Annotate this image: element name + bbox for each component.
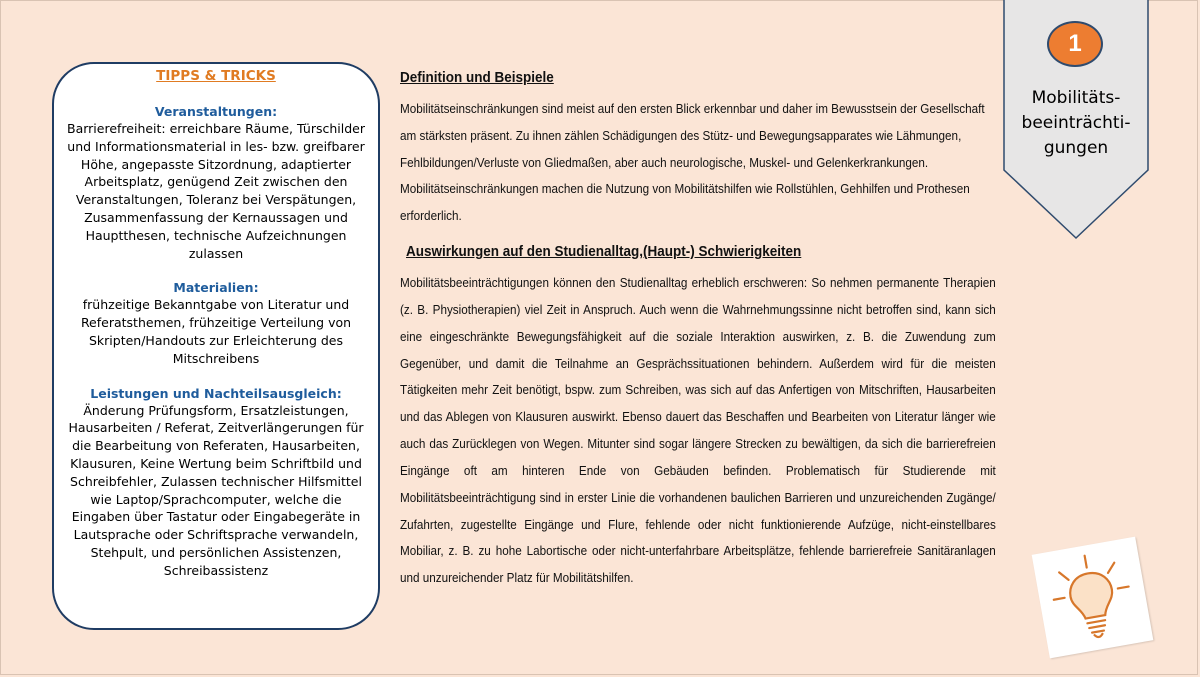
topic-label xyxy=(1003,86,1149,161)
topic-label-line-1: Mobilitäts- xyxy=(1031,88,1121,108)
topic-number-badge: 1 xyxy=(1047,21,1103,67)
tips-heading-compensation: Leistungen und Nachteilsausgleich: xyxy=(90,385,342,401)
topic-banner xyxy=(1003,0,1149,240)
lightbulb-icon xyxy=(1032,537,1154,659)
tips-box xyxy=(52,62,380,630)
impact-heading: Auswirkungen auf den Studienalltag,(Haupt-) Schwierigkeiten xyxy=(406,242,802,260)
tips-text-events: Barrierefreiheit: erreichbare Räume, Türschilder und Informationsmaterial in les- bzw. greifbarer Höhe, angepasste Sitzordnung, adaptierter Arbeitsplatz, genügend Zeit zwischen den Veranstaltungen, Toleranz bei Verspätungen, Zusammenfassung der Kernaussagen und Hauptthesen, technische Aufzeichnungen zulassen xyxy=(67,121,365,261)
impact-text: Mobilitätsbeeinträchtigungen können den Studienalltag erheblich erschweren: So nehmen permanente Therapien (z. B. Physiotherapien) viel Zeit in Anspruch. Auch wenn die Wahrnehmungssinne nicht betroffen sind, kann sich eine eingeschränkte Bewegungsfähigkeit auf die soziale Interaktion auswirken, z. B. die Zuwendung zum Gegenüber, und damit die Teilnahme an Gesprächssituationen behindern. Außerdem wird für die meisten Tätigkeiten mehr Zeit benötigt, bspw. zum Schreiben, was sich auf das Anfertigen von Mitschriften, Hausarbeiten und das Ablegen von Klausuren auswirkt. Ebenso dauert das Beschaffen und Bearbeiten von Literatur länger wie auch das Zurücklegen von Wegen. Mitunter sind sogar längere Strecken zu bewältigen, da sich die barrierefreien Eingänge oft am hinteren Ende von Gebäuden befinden. Problematisch für Studierende mit Mobilitätsbeeinträchtigung sind in erster Linie die vorhandenen baulichen Barrieren und unzureichenden Zugänge/ Zufahrten, zugestellte Eingänge und Flure, fehlende oder nicht funktionierende Aufzüge, nicht-einstellbares Mobiliar, z. B. zu hohe Labortische oder nicht-unterfahrbare Arbeitsplätze, fehlende barrierefreie Sanitäranlagen und unzureichender Platz für Mobilitätshilfen. xyxy=(400,274,996,586)
topic-label-line-3: gungen xyxy=(1043,138,1109,158)
tips-heading-materials: Materialien: xyxy=(173,280,259,296)
main-content xyxy=(400,64,996,592)
definition-heading: Definition und Beispiele xyxy=(400,69,554,86)
tips-heading-events: Veranstaltungen: xyxy=(154,104,278,119)
definition-text: Mobilitätseinschränkungen sind meist auf den ersten Blick erkennbar und daher im Bewusstsein der Gesellschaft am stärksten präsent. Zu ihnen zählen Schädigungen des Stütz- und Bewegungsapparates wie Lähmungen, Fehlbildungen/Verluste von Gliedmaßen, aber auch neurologische, Muskel- und Gelenkerkrankungen. Mobilitätseinschränkungen machen die Nutzung von Mobilitätshilfen wie Rollstühlen, Gehhilfen und Prothesen erforderlich. xyxy=(400,101,985,224)
topic-label-line-2: beeinträchti- xyxy=(1021,113,1131,133)
tips-title: TIPPS & TRICKS xyxy=(156,68,276,84)
tips-text-materials: frühzeitige Bekanntgabe von Literatur und Referatsthemen, frühzeitige Verteilung von Skripten/Handouts zur Erleichterung des Mitschreibens xyxy=(80,297,352,366)
tips-text-compensation: Änderung Prüfungsform, Ersatzleistungen, Hausarbeiten / Referat, Zeitverlängerungen für die Bearbeitung von Referaten, Hausarbeiten, Klausuren, Keine Wertung beim Schriftbild und Schreibfehler, Zulassen technischer Hilfsmittel wie Laptop/Sprachcomputer, welche die Eingaben über Tastatur oder Eingabegeräte in Lautsprache oder Schriftsprache verwandeln, Stehpult, und persönlichen Assistenzen, Schreibassistenz xyxy=(68,402,364,578)
